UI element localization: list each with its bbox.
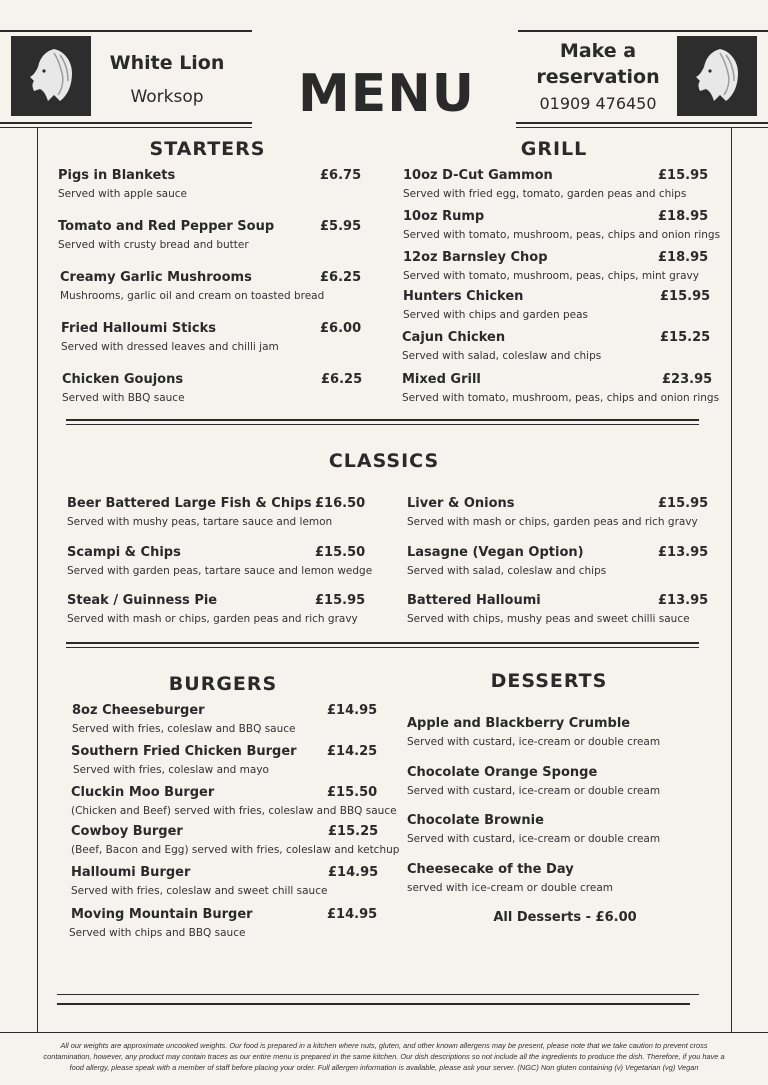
- divider: [66, 647, 699, 648]
- item-desc: Mushrooms, garlic oil and cream on toasted bread: [60, 290, 325, 302]
- item-desc: Served with mash or chips, garden peas and rich gravy: [67, 613, 358, 625]
- phone-number[interactable]: 01909 476450: [539, 94, 657, 113]
- divider: [57, 994, 699, 995]
- divider: [66, 642, 699, 644]
- item-desc: Served with tomato, mushroom, peas, chips, mint gravy: [403, 270, 699, 282]
- item-price: £15.50: [315, 545, 366, 560]
- grill-item: [403, 168, 709, 200]
- desserts-title: DESSERTS: [490, 670, 608, 692]
- item-desc: Served with chips and garden peas: [403, 309, 589, 321]
- item-desc: (Chicken and Beef) served with fries, coleslaw and BBQ sauce: [71, 805, 397, 817]
- starter-item: [58, 168, 362, 200]
- grill-item: [403, 209, 721, 241]
- dessert-item: [407, 765, 699, 797]
- item-price: £5.95: [320, 219, 362, 234]
- item-desc: Served with salad, coleslaw and chips: [407, 565, 607, 577]
- starter-item: [60, 270, 362, 302]
- classics-item: [407, 593, 709, 625]
- item-desc: Served with dressed leaves and chilli jam: [61, 341, 279, 353]
- item-desc: Served with mushy peas, tartare sauce and lemon: [67, 516, 333, 528]
- item-price: £15.95: [658, 168, 709, 183]
- item-price: £13.95: [658, 593, 709, 608]
- starter-item: [58, 219, 362, 251]
- burgers-title: BURGERS: [168, 673, 278, 695]
- burger-item: [72, 703, 378, 735]
- burger-item: [71, 785, 397, 817]
- item-name: Moving Mountain Burger: [71, 907, 253, 922]
- item-price: £18.95: [658, 250, 709, 265]
- grill-item: [402, 372, 720, 404]
- grill-item: [402, 330, 711, 362]
- item-name: Pigs in Blankets: [58, 168, 176, 183]
- item-name: 8oz Cheeseburger: [72, 703, 205, 718]
- menu-title: MENU: [298, 64, 476, 124]
- classics-item: [407, 545, 709, 577]
- item-name: Apple and Blackberry Crumble: [407, 716, 631, 731]
- burger-item: [69, 907, 378, 939]
- item-name: Southern Fried Chicken Burger: [71, 744, 297, 759]
- item-name: Cluckin Moo Burger: [71, 785, 215, 800]
- venue-name: White Lion: [109, 52, 225, 74]
- grill-item: [403, 250, 709, 282]
- starter-item: [61, 321, 362, 353]
- allergen-notice: All our weights are approximate uncooked weights. Our food is prepared in a kitchen where nuts, gluten, and other known allergens may be present, please note that we take caution to prevent cross contamination, however, any product may contain traces as our entire menu is prepared in the same kitchen. Our dish descriptions so not include all the ingredients to produce the dish. Therefore, if you have a food allergy, please speak with a member of staff before placing your order. Full allergen information is available, please ask your server. (NGC) Non gluten containing (v) Vegetarian (vg) Vegan: [43, 1041, 725, 1072]
- item-desc: Served with garden peas, tartare sauce and lemon wedge: [67, 565, 373, 577]
- item-name: Beer Battered Large Fish & Chips: [67, 496, 312, 511]
- logo-left: [11, 36, 91, 116]
- item-name: 12oz Barnsley Chop: [403, 250, 548, 265]
- starter-item: [62, 372, 363, 404]
- dessert-item: [407, 862, 699, 894]
- item-name: Chocolate Orange Sponge: [407, 765, 598, 780]
- lion-head-icon: [24, 45, 78, 107]
- item-desc: Served with custard, ice-cream or double cream: [407, 833, 661, 845]
- item-name: Creamy Garlic Mushrooms: [60, 270, 252, 285]
- item-name: Halloumi Burger: [71, 865, 191, 880]
- classics-item: [67, 496, 366, 528]
- item-price: £14.95: [327, 907, 378, 922]
- item-price: £13.95: [658, 545, 709, 560]
- divider: [66, 424, 699, 425]
- venue-town: Worksop: [130, 87, 204, 107]
- item-desc: Served with tomato, mushroom, peas, chips and onion rings: [402, 392, 720, 404]
- divider: [57, 1003, 690, 1005]
- item-name: Mixed Grill: [402, 372, 481, 387]
- item-desc: Served with fried egg, tomato, garden peas and chips: [403, 188, 687, 200]
- item-name: 10oz Rump: [403, 209, 485, 224]
- item-name: Scampi & Chips: [67, 545, 181, 560]
- item-desc: Served with salad, coleslaw and chips: [402, 350, 602, 362]
- item-price: £6.75: [320, 168, 362, 183]
- item-name: Steak / Guinness Pie: [67, 593, 218, 608]
- item-desc: Served with custard, ice-cream or double cream: [407, 736, 661, 748]
- item-desc: Served with chips and BBQ sauce: [69, 927, 246, 939]
- item-name: Lasagne (Vegan Option): [407, 545, 584, 560]
- item-price: £6.25: [320, 270, 362, 285]
- all-desserts-price: All Desserts - £6.00: [493, 910, 637, 925]
- classics-item: [67, 545, 373, 577]
- item-desc: Served with mash or chips, garden peas and rich gravy: [407, 516, 698, 528]
- item-name: Cowboy Burger: [71, 824, 183, 839]
- item-price: £6.00: [320, 321, 362, 336]
- item-price: £15.25: [660, 330, 711, 345]
- grill-title: GRILL: [520, 138, 588, 160]
- classics-item: [407, 496, 709, 528]
- item-price: £15.25: [328, 824, 379, 839]
- item-name: Cheesecake of the Day: [407, 862, 574, 877]
- dessert-item: [407, 813, 699, 845]
- item-desc: Served with custard, ice-cream or double cream: [407, 785, 661, 797]
- item-desc: (Beef, Bacon and Egg) served with fries, coleslaw and ketchup: [71, 844, 400, 856]
- reservation-line1: Make a: [559, 40, 637, 62]
- dessert-item: [407, 716, 699, 748]
- item-desc: Served with BBQ sauce: [62, 392, 185, 404]
- item-name: Liver & Onions: [407, 496, 515, 511]
- starters-title: STARTERS: [149, 138, 266, 160]
- item-price: £16.50: [315, 496, 366, 511]
- lion-head-icon: [690, 45, 744, 107]
- item-price: £15.95: [660, 289, 711, 304]
- item-price: £15.95: [658, 496, 709, 511]
- item-desc: Served with fries, coleslaw and BBQ sauce: [72, 723, 296, 735]
- item-name: Cajun Chicken: [402, 330, 506, 345]
- classics-title: CLASSICS: [328, 450, 440, 472]
- item-name: 10oz D-Cut Gammon: [403, 168, 553, 183]
- item-price: £14.95: [328, 865, 379, 880]
- item-name: Battered Halloumi: [407, 593, 541, 608]
- classics-item: [67, 593, 366, 625]
- item-name: Fried Halloumi Sticks: [61, 321, 216, 336]
- item-name: Chicken Goujons: [62, 372, 184, 387]
- item-desc: Served with apple sauce: [58, 188, 188, 200]
- item-price: £6.25: [321, 372, 363, 387]
- item-desc: Served with fries, coleslaw and mayo: [73, 764, 269, 776]
- burger-item: [71, 865, 379, 897]
- item-desc: Served with crusty bread and butter: [58, 239, 249, 251]
- item-desc: served with ice-cream or double cream: [407, 882, 613, 894]
- logo-right: [677, 36, 757, 116]
- item-desc: Served with fries, coleslaw and sweet chill sauce: [71, 885, 328, 897]
- item-name: Chocolate Brownie: [407, 813, 544, 828]
- item-price: £23.95: [662, 372, 713, 387]
- item-name: Hunters Chicken: [403, 289, 524, 304]
- item-price: £15.50: [327, 785, 378, 800]
- divider: [66, 419, 699, 421]
- item-name: Tomato and Red Pepper Soup: [58, 219, 275, 234]
- item-desc: Served with chips, mushy peas and sweet chilli sauce: [407, 613, 690, 625]
- item-price: £14.25: [327, 744, 378, 759]
- burger-item: [71, 824, 400, 856]
- item-price: £18.95: [658, 209, 709, 224]
- item-price: £15.95: [315, 593, 366, 608]
- reservation-line2: reservation: [536, 66, 660, 88]
- grill-item: [403, 289, 711, 321]
- item-desc: Served with tomato, mushroom, peas, chips and onion rings: [403, 229, 721, 241]
- burger-item: [71, 744, 378, 776]
- item-price: £14.95: [327, 703, 378, 718]
